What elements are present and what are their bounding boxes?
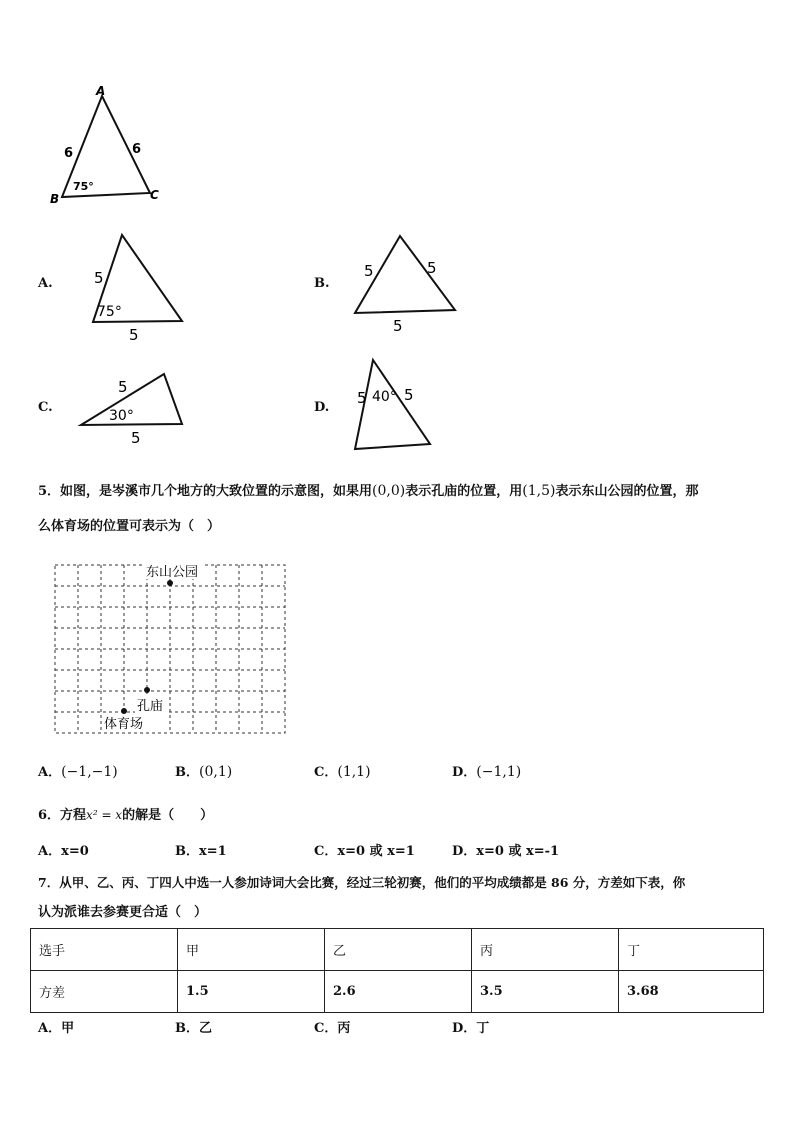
q5-stem-line2: 么体育场的位置可表示为（ ） bbox=[38, 519, 221, 534]
q5-option-b-label: B． bbox=[175, 765, 199, 780]
table-row bbox=[31, 971, 764, 1013]
q5-option-a[interactable] bbox=[38, 763, 118, 782]
vertex-a-label: A bbox=[96, 84, 106, 98]
q7-stem-line1: 7．从甲、乙、丙、丁四人中选一人参加诗词大会比赛，经过三轮初赛，他们的平均成绩都是 86 分，方差如下表，你 bbox=[38, 875, 686, 890]
q6-option-d-label: D． bbox=[452, 844, 477, 859]
side-ac-label: 6 bbox=[132, 142, 142, 157]
q7-option-c-value: 丙 bbox=[337, 1021, 351, 1036]
q5-coord-dongshan: (1,5) bbox=[522, 483, 556, 499]
q5-option-c-label: C． bbox=[314, 765, 338, 780]
q5-option-c-value: (1,1) bbox=[337, 764, 371, 780]
kongmiao-label: 孔庙 bbox=[137, 699, 164, 714]
q6-option-d[interactable] bbox=[452, 843, 559, 861]
q4-option-d-label[interactable]: D. bbox=[314, 400, 330, 415]
dongshan-park-label: 东山公园 bbox=[146, 565, 199, 580]
q6-stem-suffix: 的解是（ ） bbox=[122, 808, 214, 823]
q5-option-a-label: A． bbox=[38, 765, 62, 780]
option-c-side2: 5 bbox=[131, 429, 141, 447]
q5-stem-line1 bbox=[38, 482, 698, 501]
q4-option-d-figure bbox=[345, 355, 445, 455]
q7-option-d-value: 丁 bbox=[476, 1021, 490, 1036]
q6-option-b-value: x=1 bbox=[199, 844, 227, 859]
q7-option-c-label: C． bbox=[314, 1021, 338, 1036]
table-cell: 乙 bbox=[325, 929, 472, 971]
q7-option-d-label: D． bbox=[452, 1021, 477, 1036]
option-a-angle: 75° bbox=[97, 304, 122, 320]
vertex-c-label: C bbox=[150, 188, 159, 202]
triangle-abc-figure bbox=[45, 80, 185, 210]
option-d-angle: 40° bbox=[372, 389, 397, 405]
table-cell: 丙 bbox=[472, 929, 619, 971]
q5-option-b[interactable] bbox=[175, 763, 232, 782]
q4-option-a-figure bbox=[85, 228, 195, 348]
q6-option-c-value: x=0 或 x=1 bbox=[337, 844, 415, 859]
q4-option-b-figure bbox=[345, 230, 465, 340]
option-d-side1: 5 bbox=[357, 389, 367, 407]
q7-option-a[interactable] bbox=[38, 1020, 74, 1038]
q5-option-b-value: (0,1) bbox=[199, 764, 233, 780]
kongmiao-point bbox=[144, 687, 150, 693]
table-header-row bbox=[31, 929, 764, 971]
q5-option-d-value: (−1,1) bbox=[476, 764, 522, 780]
q4-option-b-label[interactable]: B. bbox=[314, 276, 330, 291]
q7-option-b-value: 乙 bbox=[199, 1021, 213, 1036]
q7-option-a-label: A． bbox=[38, 1021, 62, 1036]
option-b-side3: 5 bbox=[393, 317, 403, 335]
q6-option-a[interactable] bbox=[38, 843, 89, 861]
q4-option-a-label[interactable]: A. bbox=[38, 276, 53, 291]
q5-option-d-label: D． bbox=[452, 765, 477, 780]
q5-coord-kongmiao: (0,0) bbox=[372, 483, 406, 499]
table-cell: 3.5 bbox=[472, 971, 619, 1013]
tiyuchang-label: 体育场 bbox=[104, 717, 144, 732]
q7-option-a-value: 甲 bbox=[61, 1021, 75, 1036]
option-c-side1: 5 bbox=[118, 378, 128, 396]
q7-option-b[interactable] bbox=[175, 1020, 212, 1038]
q4-option-c-label[interactable]: C. bbox=[38, 400, 53, 415]
dongshan-park-point bbox=[167, 580, 173, 586]
q6-option-c-label: C． bbox=[314, 844, 338, 859]
q5-stem-part1: 5．如图，是岑溪市几个地方的大致位置的示意图，如果用 bbox=[38, 484, 373, 499]
q5-option-a-value: (−1,−1) bbox=[61, 764, 118, 780]
q7-option-d[interactable] bbox=[452, 1020, 489, 1038]
q6-option-b[interactable] bbox=[175, 843, 227, 861]
q5-grid-map bbox=[50, 560, 295, 740]
q6-stem bbox=[38, 806, 213, 825]
option-a-side1: 5 bbox=[94, 269, 104, 287]
q6-option-a-value: x=0 bbox=[61, 844, 89, 859]
q7-stem-line2: 认为派谁去参赛更合适（ ） bbox=[38, 905, 208, 920]
option-c-angle: 30° bbox=[109, 408, 134, 424]
tiyuchang-point bbox=[121, 708, 127, 714]
vertex-b-label: B bbox=[50, 192, 60, 206]
table-cell: 1.5 bbox=[178, 971, 325, 1013]
option-b-side1: 5 bbox=[364, 262, 374, 280]
table-cell: 方差 bbox=[31, 971, 178, 1013]
option-a-side2: 5 bbox=[129, 326, 139, 344]
side-ab-label: 6 bbox=[64, 146, 74, 161]
table-cell: 3.68 bbox=[619, 971, 764, 1013]
q6-option-a-label: A． bbox=[38, 844, 62, 859]
q6-option-b-label: B． bbox=[175, 844, 199, 859]
table-cell: 选手 bbox=[31, 929, 178, 971]
option-d-side2: 5 bbox=[404, 386, 414, 404]
q5-option-d[interactable] bbox=[452, 763, 521, 782]
table-cell: 丁 bbox=[619, 929, 764, 971]
q6-option-d-value: x=0 或 x=-1 bbox=[476, 844, 560, 859]
option-b-side2: 5 bbox=[427, 259, 437, 277]
q6-stem-prefix: 6．方程 bbox=[38, 808, 87, 823]
q6-equation: x² = x bbox=[86, 808, 123, 822]
variance-table bbox=[30, 928, 764, 1013]
q6-option-c[interactable] bbox=[314, 843, 415, 861]
q7-option-c[interactable] bbox=[314, 1020, 350, 1038]
q5-option-c[interactable] bbox=[314, 763, 371, 782]
angle-b-label: 75° bbox=[73, 180, 94, 193]
table-cell: 甲 bbox=[178, 929, 325, 971]
q5-stem-part3: 表示东山公园的位置，那 bbox=[555, 484, 699, 499]
table-cell: 2.6 bbox=[325, 971, 472, 1013]
q4-option-c-figure bbox=[75, 368, 195, 448]
q5-stem-part2: 表示孔庙的位置，用 bbox=[405, 484, 523, 499]
q7-option-b-label: B． bbox=[175, 1021, 199, 1036]
